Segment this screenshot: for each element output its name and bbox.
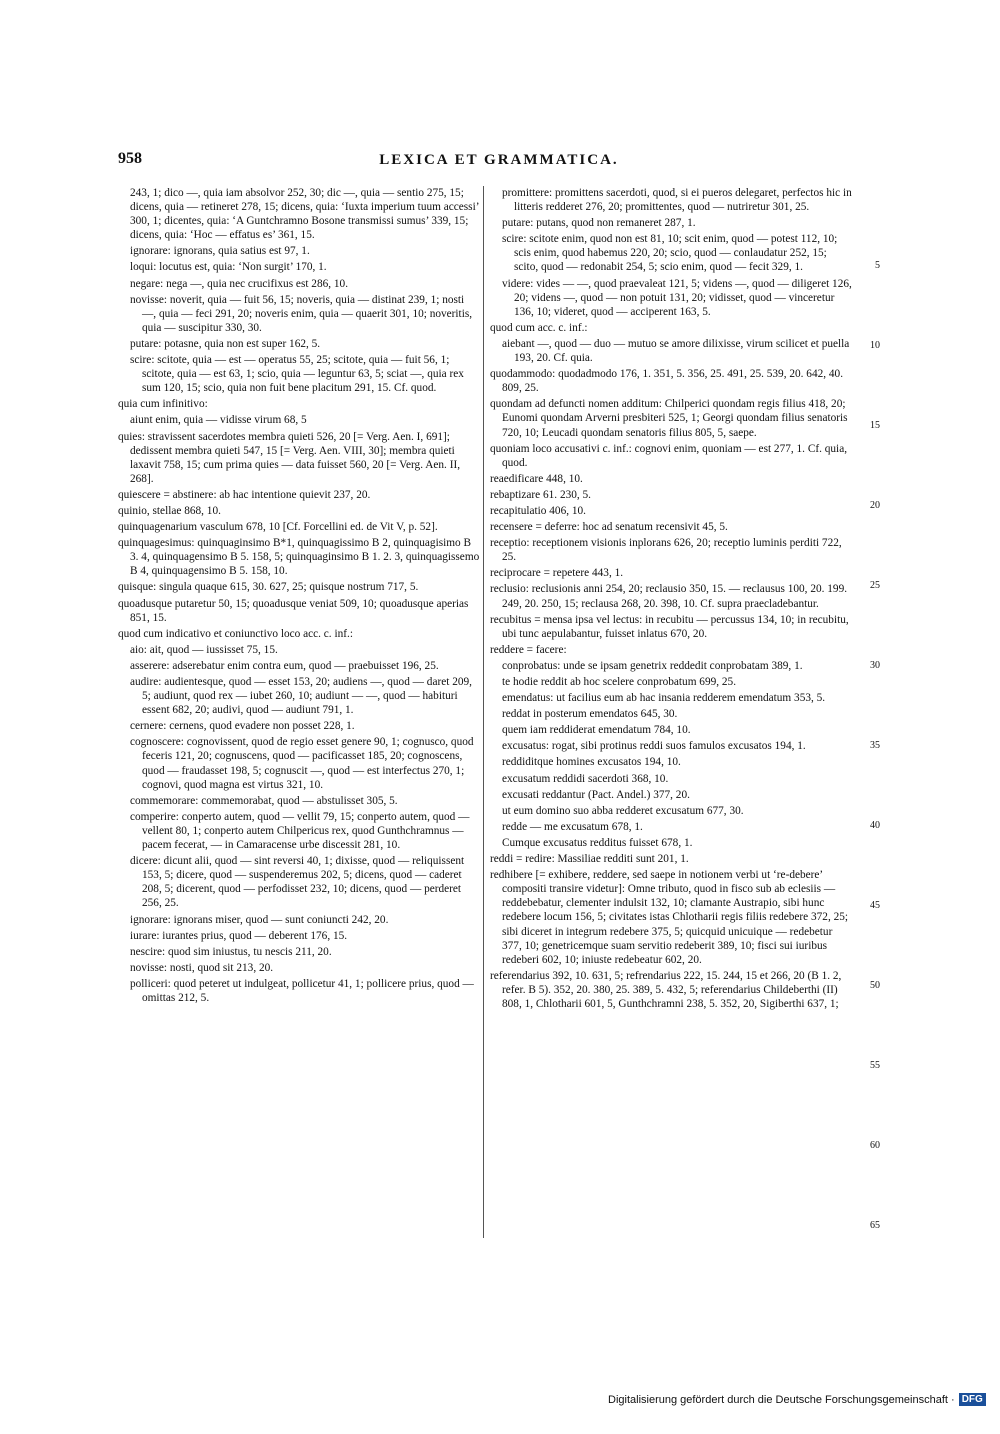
entry: quinio, stellae 868, 10.	[118, 504, 221, 517]
entry: scire: scitote enim, quod non est 81, 10; scit enim, quod — potest 112, 10; scis enim, quod habemus 220, 20; scio, quod — conlaudatur 252, 15; scito, quod — redonabit 254, 5; scio enim, quod — fecit 329, 1.	[502, 233, 838, 274]
entry: quod cum indicativo et coniunctivo loco acc. c. inf.:	[118, 627, 353, 640]
entry: recubitus = mensa ipsa vel lectus: in recubitu — percussus 134, 10; in recubitu, ubi tunc aepulabantur, fuisset inlatus 670, 20.	[490, 613, 849, 640]
right-column	[490, 186, 852, 1013]
line-numbers	[858, 186, 880, 1246]
line-number: 30	[870, 660, 880, 671]
entry: recapitulatio 406, 10.	[490, 504, 586, 517]
line-number: 35	[870, 740, 880, 751]
line-number: 15	[870, 420, 880, 431]
entry: quoniam loco accusativi c. inf.: cognovi enim, quoniam — est 277, 1. Cf. quia, quod.	[490, 442, 848, 469]
entry: quies: stravissent sacerdotes membra quieti 526, 20 [= Verg. Aen. I, 691]; dedissent membra quieti 547, 15 [= Verg. Aen. VIII, 30]; membra quieti laxavit 758, 15; cum prima quies — data fuisset 560, 20 [= Verg. Aen. II, 268].	[118, 430, 461, 485]
entry: te hodie reddit ab hoc scelere conprobatum 699, 25.	[502, 676, 737, 688]
entry: conprobatus: unde se ipsam genetrix reddedit conprobatam 389, 1.	[502, 659, 803, 672]
entry: redhibere [= exhibere, reddere, sed saepe in notionem verbi ut ‘re-debere’ compositi transire videtur]: Omne tributo, quod in fisco sub ab eclesiis — reddebebatur, clementer indulsit 132, 10; clamante Austrapio, sibi hunc redebere locum 156, 5; civitates istas Chlotharii regis filiis redebere 372, 25; sibi diceret in integrum redebere 375, 5; quicquid unicuique — redebetur 377, 10; genetricemque suam servitio redeberit 389, 10; fisci sui iuribus redeberi 602, 10; iniuste redebeatur 602, 20.	[490, 869, 849, 966]
entry: rebaptizare 61. 230, 5.	[490, 488, 592, 501]
entry: cernere: cernens, quod evadere non posset 228, 1.	[130, 720, 355, 733]
dfg-logo: DFG	[959, 1393, 986, 1406]
line-number: 50	[870, 980, 880, 991]
entry: quoadusque putaretur 50, 15; quoadusque veniat 509, 10; quoadusque aperias 851, 15.	[118, 597, 469, 624]
entry: reclusio: reclusionis anni 254, 20; reclausio 350, 15. — reclausus 100, 20. 199. 249, 20. 250, 15; reclausa 268, 20. 398, 10. Cf. supra praecladebantur.	[490, 583, 848, 610]
entry: quod cum acc. c. inf.:	[490, 321, 588, 334]
entry: loqui: locutus est, quia: ‘Non surgit’ 170, 1.	[130, 261, 327, 274]
line-number: 10	[870, 340, 880, 351]
entry: asserere: adserebatur enim contra eum, quod — praebuisset 196, 25.	[130, 659, 439, 672]
entry: novisse: noverit, quia — fuit 56, 15; noveris, quia — distinat 239, 1; nosti —, quia — feci 291, 20; noveris enim, quia — quaerit 301, 10; noveritis, quia — suscipitur 330, 30.	[130, 293, 473, 334]
entry: videre: vides — —, quod praevaleat 121, 5; videns —, quod — diligeret 126, 20; videns —, quod — non potuit 131, 20; vidisset, quod — vinceretur 136, 10; videret, quod — acciperent 163, 5.	[502, 277, 852, 318]
entry: putare: putans, quod non remaneret 287, 1.	[502, 217, 696, 230]
entry: commemorare: commemorabat, quod — abstulisset 305, 5.	[130, 794, 398, 807]
entry: aio: ait, quod — iussisset 75, 15.	[130, 643, 278, 656]
running-title: LEXICA ET GRAMMATICA.	[379, 152, 619, 168]
line-number: 55	[870, 1060, 880, 1071]
entry: promittere: promittens sacerdoti, quod, si ei pueros delegaret, perfectos hic in litteris redderet 276, 20; promittentes, quod — nutriretur 301, 25.	[502, 187, 852, 214]
entry: referendarius 392, 10. 631, 5; refrendarius 222, 15. 244, 15 et 266, 20 (B 1. 2, refer. B 5). 352, 20. 380, 25. 389, 5. 432, 5; referendarius Childeberthi (II) 808, 1, Chlotharii 601, 5, Gunthchramni 238, 5. 352, 20, Sigiberthi 637, 1;	[490, 969, 842, 1010]
entry: reciprocare = repetere 443, 1.	[490, 567, 624, 580]
entry: scire: scitote, quia — est — operatus 55, 25; scitote, quia — fuit 56, 1; scitote, quia — est 63, 1; scio, quia — leguntur 63, 5; sciat —, quia rex sum 120, 15; scio, quia non fuit bene placitum 291, 15. Cf. quod.	[130, 354, 464, 395]
entry: quem iam reddiderat emendatum 784, 10.	[502, 724, 691, 737]
entry: quondam ad defuncti nomen additum: Chilperici quondam regis filius 418, 20; Eunomi quondam Arverni presbiteri 525, 1; Georgi quondam filius senatoris 720, 10; Leucadi quondam senatoris filius 805, 5, saepe.	[490, 398, 848, 439]
entry: cognoscere: cognovissent, quod de regio esset genere 90, 1; cognusco, quod feceris 121, 20; cognuscens, quod — pacificasset 185, 20; cognoscens, quod — fraudasset 198, 5; cognuscit —, quod — est interfectus 270, 1; cognovi, quod magna est virtus 321, 10.	[130, 736, 474, 791]
entry: quia cum infinitivo:	[118, 398, 208, 411]
left-column	[118, 186, 480, 1007]
entry: quinquagesimus: quinquaginsimo B*1, quinquagissimo B 2, quinquagisimo B 3. 4, quinquagensimo B 5. 158, 5; quinquaginsimo B 1. 2. 3, quinquagissemo B 4, quinquagensimo B 5. 158, 10.	[118, 537, 480, 578]
entry: quisque: singula quaque 615, 30. 627, 25; quisque nostrum 717, 5.	[118, 581, 419, 594]
entry: comperire: conperto autem, quod — vellit 79, 15; conperto autem, quod — vellent 80, 1; conperto autem Chilpericus rex, quod Gunthchramnus — pacem fecerat, — in Camaracense urbe discessit 281, 10.	[130, 810, 470, 852]
entry: recensere = deferre: hoc ad senatum recensivit 45, 5.	[490, 521, 728, 534]
entry: excusati reddantur (Pact. Andel.) 377, 20.	[502, 788, 690, 801]
entry: aiunt enim, quia — vidisse virum 68, 5	[130, 414, 307, 427]
entry: dicere: dicunt alii, quod — sint reversi 40, 1; dixisse, quod — reliquissent 153, 5; dicere, quod — suspenderemus 202, 5; dicens, quod — caderet 208, 5; dicerent, quod — perfodisset 232, 10; dicens, quod — perderet 256, 25.	[130, 855, 465, 910]
entry: novisse: nosti, quod sit 213, 20.	[130, 961, 274, 974]
entry: 243, 1; dico —, quia iam absolvor 252, 30; dic —, quia — sentio 275, 15; dicens, quia — retineret 278, 15; dicens, quia: ‘Iuxta imperium tuum accessi’ 300, 1; dicentes, quia: ‘A Guntchramno Bosone transmissi sumus’ 339, 15; dicens, quia: ‘Hoc — effatus es’ 361, 15.	[130, 187, 479, 242]
entry: putare: potasne, quia non est super 162, 5.	[130, 337, 321, 350]
entry: iurare: iurantes prius, quod — deberent 176, 15.	[130, 929, 348, 942]
entry: aiebant —, quod — duo — mutuo se amore dilixisse, virum scilicet et puella 193, 20. Cf. quia.	[502, 337, 850, 365]
entry: reddi = redire: Massiliae redditi sunt 201, 1.	[490, 853, 689, 866]
line-number: 60	[870, 1140, 880, 1151]
page-number: 958	[118, 150, 142, 167]
entry: negare: nega —, quia nec crucifixus est 286, 10.	[130, 277, 349, 290]
entry: ignorare: ignorans miser, quod — sunt coniuncti 242, 20.	[130, 913, 389, 926]
line-number: 40	[870, 820, 880, 831]
page-header	[118, 150, 880, 176]
line-number: 25	[870, 580, 880, 591]
entry: excusatus: rogat, sibi protinus reddi suos famulos excusatos 194, 1.	[502, 740, 806, 753]
footer-credit: Digitalisierung gefördert durch die Deutsche Forschungsgemeinschaft ·	[608, 1393, 955, 1406]
entry: Cumque excusatus redditus fuisset 678, 1.	[502, 836, 693, 849]
entry: reddat in posterum emendatos 645, 30.	[502, 708, 678, 721]
entry: ignorare: ignorans, quia satius est 97, 1.	[130, 245, 310, 258]
entry: redde — me excusatum 678, 1.	[502, 820, 643, 833]
entry: nescire: quod sim iniustus, tu nescis 211, 20.	[130, 945, 332, 958]
entry: emendatus: ut facilius eum ab hac insania redderem emendatum 353, 5.	[502, 692, 826, 705]
line-number: 5	[875, 260, 880, 271]
entry: excusatum reddidi sacerdoti 368, 10.	[502, 772, 669, 785]
entry: quodammodo: quodadmodo 176, 1. 351, 5. 356, 25. 491, 25. 539, 20. 642, 40. 809, 25.	[490, 368, 844, 395]
entry: polliceri: quod peteret ut indulgeat, pollicetur 41, 1; pollicere prius, quod — omittas 212, 5.	[130, 977, 474, 1004]
entry: quinquagenarium vasculum 678, 10 [Cf. Forcellini ed. de Vit V, p. 52].	[118, 521, 438, 534]
entry: reddiditque homines excusatos 194, 10.	[502, 756, 681, 769]
line-number: 45	[870, 900, 880, 911]
entry: ut eum domino suo abba redderet excusatum 677, 30.	[502, 804, 744, 817]
line-number: 65	[870, 1220, 880, 1231]
footer	[608, 1393, 986, 1406]
column-divider	[483, 186, 484, 1238]
entry: reddere = facere:	[490, 643, 567, 656]
entry: quiescere = abstinere: ab hac intentione quievit 237, 20.	[118, 488, 371, 501]
entry: audire: audientesque, quod — esset 153, 20; audiens —, quod — daret 209, 5; audiunt, quod rex — iubet 260, 10; audiunt — —, quod — habituri essent 682, 20; audivi, quod — audiunt 791, 1.	[130, 676, 472, 717]
entry: reaedificare 448, 10.	[490, 472, 583, 485]
line-number: 20	[870, 500, 880, 511]
entry: receptio: receptionem visionis inplorans 626, 20; receptio luminis perditi 722, 25.	[490, 537, 842, 564]
